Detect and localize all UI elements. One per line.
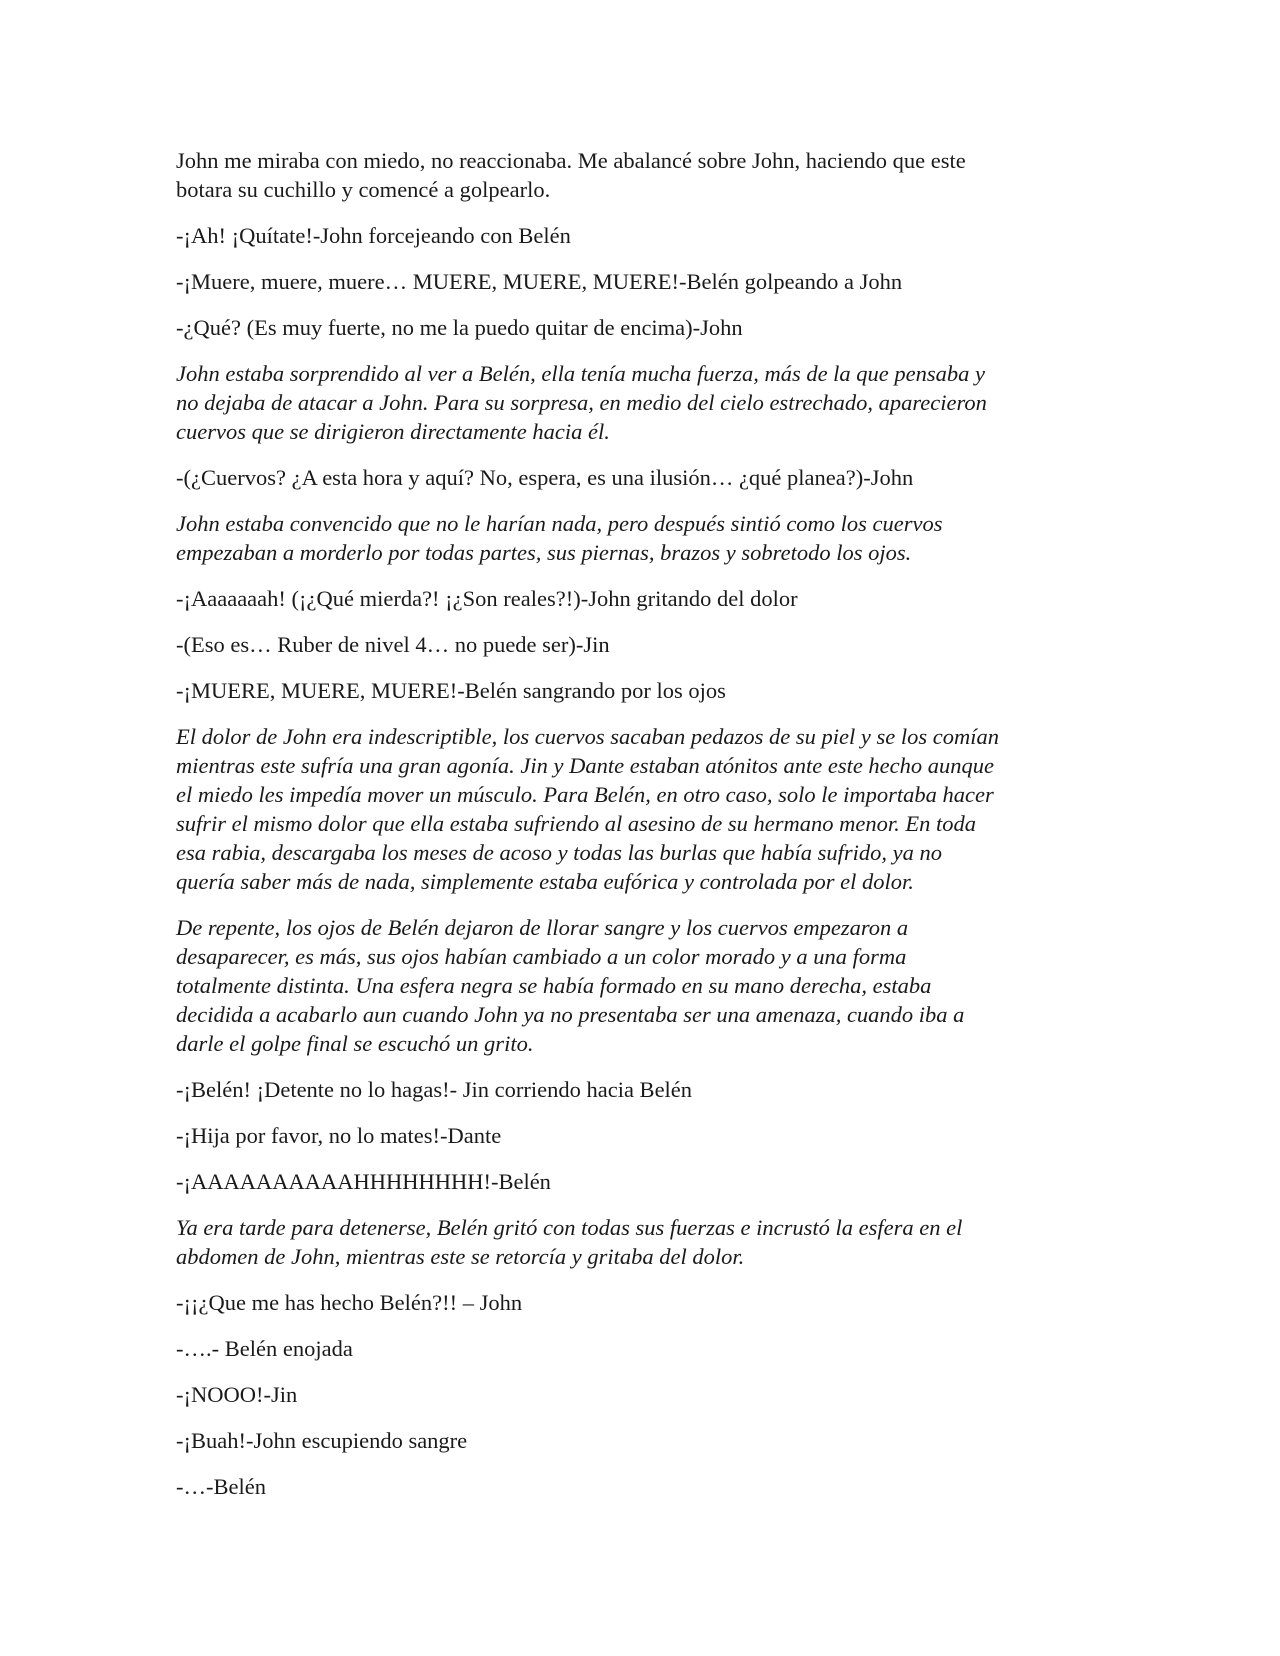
dialogue-line: -¡NOOO!-Jin [176, 1382, 298, 1407]
italic-narration-paragraph: De repente, los ojos de Belén dejaron de llorar sangre y los cuervos empezaron a desaparecer, es más, sus ojos habían cambiado a un color morado y a una forma totalmente distinta. Una esfera negra se había formado en su mano derecha, estaba decidida a acabarlo aun cuando John ya no presentaba ser una amenaza, cuando iba a darle el golpe final se escuchó un grito. [176, 915, 965, 1056]
dialogue-line: -¡¡¿Que me has hecho Belén?!! – John [176, 1290, 523, 1315]
document-page [176, 146, 1106, 1518]
dialogue-line: -¡Belén! ¡Detente no lo hagas!- Jin corriendo hacia Belén [176, 1077, 693, 1102]
dialogue-line: -¡Muere, muere, muere… MUERE, MUERE, MUERE!-Belén golpeando a John [176, 269, 903, 294]
dialogue-line: -¡Hija por favor, no lo mates!-Dante [176, 1123, 502, 1148]
dialogue-line: -(¿Cuervos? ¿A esta hora y aquí? No, espera, es una ilusión… ¿qué planea?)-John [176, 465, 914, 490]
dialogue-line: -¿Qué? (Es muy fuerte, no me la puedo quitar de encima)-John [176, 315, 743, 340]
dialogue-line: -…-Belén [176, 1474, 266, 1499]
dialogue-line: -¡AAAAAAAAAAHHHHHHHH!-Belén [176, 1169, 551, 1194]
italic-narration-paragraph: John estaba convencido que no le harían nada, pero después sintió como los cuervos empezaban a morderlo por todas partes, sus piernas, brazos y sobretodo los ojos. [176, 511, 943, 565]
dialogue-line: -¡Ah! ¡Quítate!-John forcejeando con Belén [176, 223, 571, 248]
narration-paragraph: John me miraba con miedo, no reaccionaba. Me abalancé sobre John, haciendo que este botara su cuchillo y comencé a golpearlo. [176, 148, 966, 202]
dialogue-line: -¡MUERE, MUERE, MUERE!-Belén sangrando por los ojos [176, 678, 726, 703]
dialogue-line: -(Eso es… Ruber de nivel 4… no puede ser)-Jin [176, 632, 610, 657]
italic-narration-paragraph: El dolor de John era indescriptible, los cuervos sacaban pedazos de su piel y se los comían mientras este sufría una gran agonía. Jin y Dante estaban atónitos ante este hecho aunque el miedo les impedía mover un músculo. Para Belén, en otro caso, solo le importaba hacer sufrir el mismo dolor que ella estaba sufriendo al asesino de su hermano menor. En toda esa rabia, descargaba los meses de acoso y todas las burlas que había sufrido, ya no quería saber más de nada, simplemente estaba eufórica y controlada por el dolor. [176, 724, 999, 894]
italic-narration-paragraph: Ya era tarde para detenerse, Belén gritó con todas sus fuerzas e incrustó la esfera en el abdomen de John, mientras este se retorcía y gritaba del dolor. [176, 1215, 963, 1269]
dialogue-line: -¡Buah!-John escupiendo sangre [176, 1428, 468, 1453]
italic-narration-paragraph: John estaba sorprendido al ver a Belén, ella tenía mucha fuerza, más de la que pensaba y no dejaba de atacar a John. Para su sorpresa, en medio del cielo estrechado, aparecieron cuervos que se dirigieron directamente hacia él. [176, 361, 987, 444]
dialogue-line: -….- Belén enojada [176, 1336, 353, 1361]
dialogue-line: -¡Aaaaaaah! (¡¿Qué mierda?! ¡¿Son reales?!)-John gritando del dolor [176, 586, 798, 611]
